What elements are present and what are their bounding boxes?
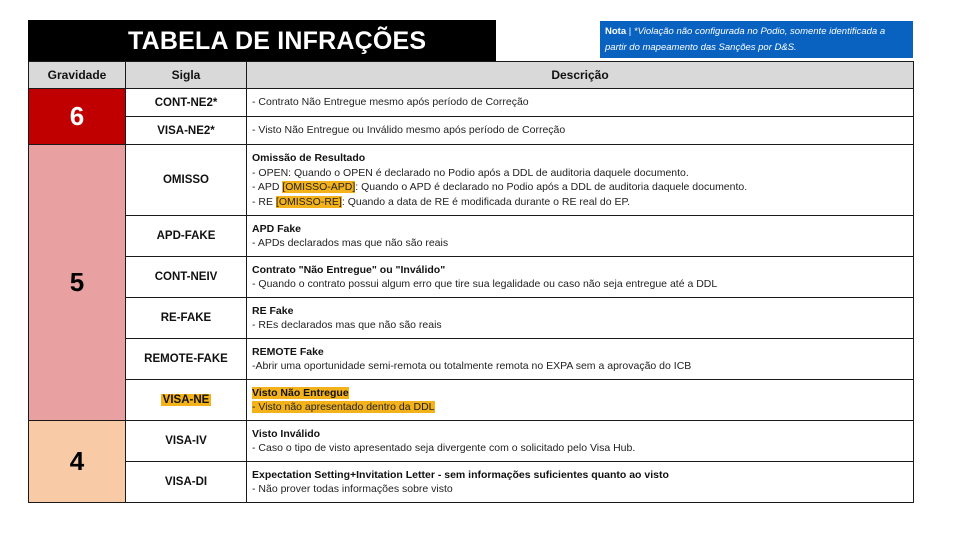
table-row [29,462,914,503]
table-row [29,145,914,216]
descricao-cell [247,145,914,216]
sigla-cell: APD-FAKE [126,216,247,257]
desc-line: - Visto Não Entregue ou Inválido mesmo após período de Correção [252,124,566,137]
infractions-table [28,61,914,503]
descricao-cell [247,117,914,145]
desc-title: REMOTE Fake [252,345,324,358]
sigla-cell [126,380,247,421]
table-row [29,257,914,298]
gravidade-cell-4: 4 [29,421,126,503]
descricao-cell [247,89,914,117]
desc-line-prefix: - APD [252,181,283,193]
sigla-cell: VISA-NE2* [126,117,247,145]
header-descricao: Descrição [247,62,914,89]
sigla-cell: CONT-NE2* [126,89,247,117]
descricao-cell [247,421,914,462]
desc-title: Contrato "Não Entregue" ou "Inválido" [252,263,446,276]
descricao-cell [247,462,914,503]
table-row [29,339,914,380]
descricao-cell [247,298,914,339]
desc-title: RE Fake [252,304,294,317]
header-gravidade: Gravidade [29,62,126,89]
sigla-cell: OMISSO [126,145,247,216]
sigla-highlight: VISA-NE [162,394,210,406]
desc-title: Omissão de Resultado [252,152,366,164]
desc-line: - Quando o contrato possui algum erro que tire sua legalidade ou caso não seja entregue até a DDL [252,278,718,290]
table-row [29,117,914,145]
desc-line [252,195,908,210]
desc-line-prefix: - RE [252,195,276,208]
omisso-apd-tag: [OMISSO-APD] [282,181,356,193]
desc-line: - APDs declarados mas que não são reais [252,237,449,249]
desc-line: - Caso o tipo de visto apresentado seja divergente com o solicitado pelo Visa Hub. [252,442,636,454]
sigla-cell: CONT-NEIV [126,257,247,298]
desc-line: - Visto não apresentado dentro da DDL [252,401,435,413]
desc-line: - OPEN: Quando o OPEN é declarado no Podio após a DDL de auditoria daquele documento. [252,166,689,179]
desc-line: - Contrato Não Entregue mesmo após período de Correção [252,96,529,109]
table-row [29,298,914,339]
descricao-cell [247,380,914,421]
desc-title: Expectation Setting+Invitation Letter - sem informações suficientes quanto ao visto [252,468,669,481]
table-row [29,380,914,421]
sigla-cell: VISA-DI [126,462,247,503]
desc-line-rest: : Quando a data de RE é modificada durante o RE real do EP. [341,195,631,208]
desc-title: Visto Inválido [252,427,321,440]
note-label: Nota [605,26,627,37]
header-sigla: Sigla [126,62,247,89]
sigla-cell: REMOTE-FAKE [126,339,247,380]
sigla-cell: VISA-IV [126,421,247,462]
desc-line: - Não prover todas informações sobre visto [252,483,453,495]
descricao-cell [247,216,914,257]
desc-line [252,180,908,195]
table-row [29,216,914,257]
table-row [29,421,914,462]
descricao-cell [247,339,914,380]
gravidade-cell-5: 5 [29,145,126,421]
desc-title: Visto Não Entregue [252,386,349,399]
table-row [29,89,914,117]
note-separator: | [626,26,634,37]
sigla-cell: RE-FAKE [126,298,247,339]
desc-line: -Abrir uma oportunidade semi-remota ou totalmente remota no EXPA sem a aprovação do ICB [252,360,692,372]
desc-title: APD Fake [252,222,302,235]
page-title: TABELA DE INFRAÇÕES [28,20,496,62]
omisso-re-tag: [OMISSO-RE] [275,195,342,208]
descricao-cell [247,257,914,298]
gravidade-cell-6: 6 [29,89,126,145]
note-text: *Violação não configurada no Podio, somente identificada a partir do mapeamento das Sanções por D&S. [605,26,886,53]
table-header-row [29,62,914,89]
desc-line-rest: : Quando o APD é declarado no Podio após a DDL de auditoria daquele documento. [355,181,748,193]
note-box [600,21,913,58]
desc-line: - REs declarados mas que não são reais [252,319,442,331]
